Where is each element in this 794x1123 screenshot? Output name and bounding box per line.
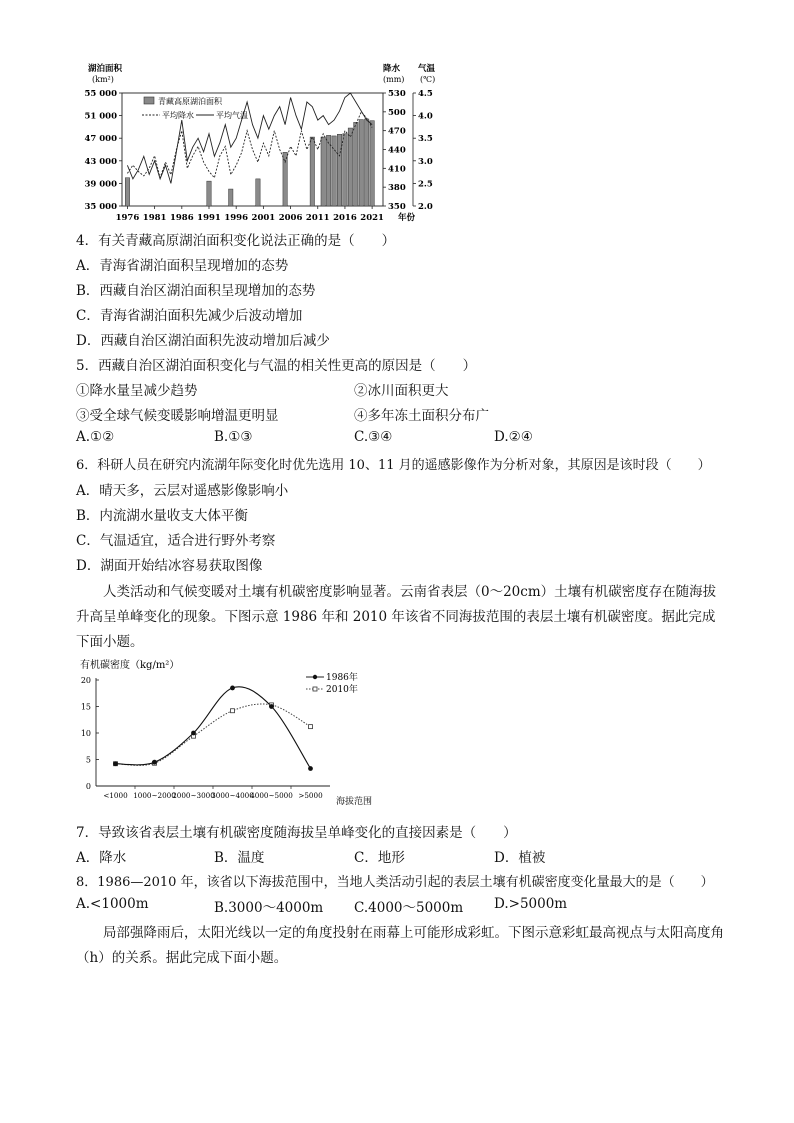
- chart2-x-tick-label: 1000~2000: [133, 791, 176, 800]
- chart1-precip-tick-label: 380: [388, 183, 406, 194]
- chart1-area-bar: [348, 128, 352, 206]
- chart2-x-tick-label: 2000~3000: [172, 791, 215, 800]
- chart1-temp-axis-title: 气温: [418, 64, 436, 74]
- question-6: 6．科研人员在研究内流湖年际变化时优先选用 10、11 月的遥感影像作为分析对象，其原因是该时段（ ）: [76, 458, 711, 473]
- chart2-series-1986-line: [116, 687, 311, 769]
- question-8-option-b: B.3000～4000m: [214, 900, 324, 916]
- chart1-bars: [125, 119, 374, 206]
- chart2-x-tick-label: 4000~5000: [250, 791, 293, 800]
- chart2-lines: [113, 686, 313, 771]
- chart1-left-tick-label: 35 000: [84, 202, 117, 212]
- legend-temp-label: 平均气温: [216, 111, 248, 120]
- chart1-area-bar: [332, 136, 336, 206]
- chart2-point-2010: [309, 725, 313, 729]
- legend-precip-label: 平均降水: [162, 111, 194, 120]
- chart1-precip-tick-label: 410: [388, 164, 406, 175]
- chart1-area-bar: [207, 181, 211, 206]
- question-4: 4．有关青藏高原湖泊面积变化说法正确的是（ ）: [76, 233, 396, 249]
- chart2-x-tick-label: <1000: [103, 791, 128, 800]
- legend-bar-label: 青藏高原湖泊面积: [158, 97, 222, 106]
- chart2-y-tick-label: 5: [85, 755, 91, 765]
- chart1-left-tick-label: 39 000: [84, 179, 117, 190]
- legend-2010-marker: [313, 687, 317, 691]
- chart2-point-1986: [230, 686, 235, 691]
- chart1-left-tick-label: 47 000: [84, 134, 117, 145]
- chart1-temp-tick-label: 3.0: [418, 156, 433, 167]
- chart1-x-unit: 年份: [398, 213, 416, 223]
- chart1-area-bar: [337, 134, 341, 206]
- question-8-option-c: C.4000～5000m: [354, 900, 464, 916]
- chart1-area-bar: [310, 137, 314, 206]
- chart2-x-tick-label: >5000: [298, 791, 323, 800]
- question-7: 7．导致该省表层土壤有机碳密度随海拔呈单峰变化的直接因素是（ ）: [76, 825, 517, 841]
- chart1-temp-tick-label: 4.0: [418, 111, 433, 122]
- question-5-item-3: ③受全球气候变暖影响增温更明显: [76, 408, 279, 424]
- question-6-option-c: C．气温适宜，适合进行野外考察: [76, 533, 276, 549]
- chart2-y-axis-title: 有机碳密度（kg/m²）: [80, 660, 180, 671]
- legend-bar-swatch: [144, 97, 154, 104]
- chart1-precip-tick-label: 530: [388, 89, 406, 99]
- chart1-x-tick-label: 2011: [305, 213, 330, 223]
- chart1-precip-tick-label: 470: [388, 126, 406, 137]
- chart1-area-bar: [370, 121, 374, 206]
- chart1-left-axis-unit: (km²): [92, 75, 114, 84]
- chart1-x-tick-label: 2016: [333, 213, 357, 223]
- question-8-option-a: A.<1000m: [76, 896, 149, 912]
- question-5-option-b: B.①③: [214, 429, 253, 445]
- chart1-precip-tick-label: 350: [388, 202, 406, 212]
- question-5-option-c: C.③④: [354, 429, 393, 445]
- chart1-x-tick-label: 2021: [360, 213, 384, 223]
- chart1-area-bar: [326, 135, 330, 206]
- chart1-area-bar: [229, 189, 233, 206]
- chart2-point-1986: [113, 761, 118, 766]
- question-6-option-b: B．内流湖水量收支大体平衡: [76, 508, 248, 524]
- chart1-left-tick-label: 43 000: [84, 156, 117, 167]
- question-7-option-a: A．降水: [76, 850, 127, 866]
- legend-1986-marker: [313, 675, 317, 679]
- intro-paragraph-rainbow: 局部强降雨后，太阳光线以一定的角度投射在雨幕上可能形成彩虹。下图示意彩虹最高视点与太阳高度角（h）的关系。据此完成下面小题。: [76, 925, 724, 966]
- lake-area-chart: [80, 58, 460, 228]
- chart1-temp-tick-label: 2.5: [418, 179, 433, 190]
- question-5-item-2: ②冰川面积更大: [354, 383, 449, 399]
- chart1-x-tick-label: 1976: [115, 213, 140, 223]
- chart2-point-1986: [269, 704, 274, 709]
- question-5-option-a: A.①②: [76, 429, 115, 445]
- question-8-option-d: D.>5000m: [494, 896, 568, 912]
- chart2-x-axis-title: 海拔范围: [336, 797, 373, 807]
- chart2-y-tick-label: 15: [80, 702, 91, 712]
- chart1-temp-axis-unit: (℃): [420, 75, 436, 84]
- chart1-precip-tick-label: 440: [388, 145, 406, 156]
- chart2-y-tick-label: 0: [85, 782, 91, 791]
- chart1-area-bar: [283, 152, 287, 206]
- soil-carbon-chart: [74, 656, 394, 816]
- question-7-option-d: D．植被: [494, 850, 546, 866]
- chart1-x-tick-label: 2006: [278, 213, 303, 223]
- chart1-area-bar: [256, 179, 260, 206]
- question-4-option-b: B．西藏自治区湖泊面积呈现增加的态势: [76, 283, 316, 299]
- question-8: 8．1986—2010 年，该省以下海拔范围中，当地人类活动引起的表层土壤有机碳密度变化量最大的是（ ）: [76, 875, 714, 890]
- chart2-point-1986: [191, 731, 196, 736]
- chart2-point-1986: [152, 760, 157, 765]
- question-7-option-b: B．温度: [214, 850, 265, 866]
- chart1-temp-tick-label: 4.5: [418, 89, 433, 99]
- question-4-option-c: C．青海省湖泊面积先减少后波动增加: [76, 308, 303, 324]
- question-5-item-1: ①降水量呈减少趋势: [76, 383, 198, 399]
- chart2-point-1986: [308, 766, 313, 771]
- chart2-point-2010: [231, 709, 235, 713]
- chart1-area-bar: [125, 178, 129, 206]
- chart1-temp-tick-label: 2.0: [418, 202, 433, 212]
- chart1-left-axis-title: 湖泊面积: [88, 64, 123, 74]
- chart2-y-tick-label: 10: [80, 729, 91, 738]
- chart1-area-bar: [364, 119, 368, 206]
- intro-paragraph-soil-carbon: 人类活动和气候变暖对土壤有机碳密度影响显著。云南省表层（0～20cm）土壤有机碳密度存在随海拔升高呈单峰变化的现象。下图示意 1986 年和 2010 年该省不同海拔范围的表层土壤有机碳密度。据此完成下面小题。: [76, 584, 717, 650]
- question-4-option-d: D．西藏自治区湖泊面积先波动增加后减少: [76, 333, 330, 349]
- question-7-option-c: C．地形: [354, 850, 405, 866]
- chart1-x-tick-label: 2001: [251, 213, 276, 223]
- chart1-precip-axis-title: 降水: [383, 64, 401, 74]
- question-4-option-a: A．青海省湖泊面积呈现增加的态势: [76, 258, 289, 274]
- question-6-option-a: A．晴天多，云层对遥感影像影响小: [76, 483, 289, 499]
- chart1-left-tick-label: 51 000: [84, 111, 117, 122]
- chart1-x-tick-label: 1986: [169, 213, 194, 223]
- chart2-series-2010-line: [116, 704, 311, 765]
- chart1-temp-tick-label: 3.5: [418, 134, 433, 145]
- chart2-x-tick-label: 3000~4000: [211, 791, 254, 800]
- chart1-x-tick-label: 1981: [142, 213, 167, 223]
- chart1-x-tick-label: 1991: [197, 213, 221, 223]
- question-5-option-d: D.②④: [494, 429, 533, 445]
- chart1-x-tick-label: 1996: [224, 213, 249, 223]
- chart1-area-bar: [359, 120, 363, 206]
- chart1-precip-tick-label: 500: [388, 107, 406, 118]
- legend-1986-label: 1986年: [326, 673, 358, 683]
- chart1-area-bar: [321, 137, 325, 206]
- chart1-precip-axis-unit: (mm): [383, 75, 405, 84]
- legend-2010-label: 2010年: [326, 685, 358, 695]
- chart1-area-bar: [354, 122, 358, 206]
- question-5-item-4: ④多年冻土面积分布广: [354, 408, 489, 424]
- chart1-area-bar: [343, 134, 347, 206]
- question-5: 5．西藏自治区湖泊面积变化与气温的相关性更高的原因是（ ）: [76, 358, 477, 374]
- chart2-y-tick-label: 20: [80, 676, 91, 685]
- chart1-left-tick-label: 55 000: [84, 89, 117, 99]
- question-6-option-d: D．湖面开始结冰容易获取图像: [76, 558, 263, 574]
